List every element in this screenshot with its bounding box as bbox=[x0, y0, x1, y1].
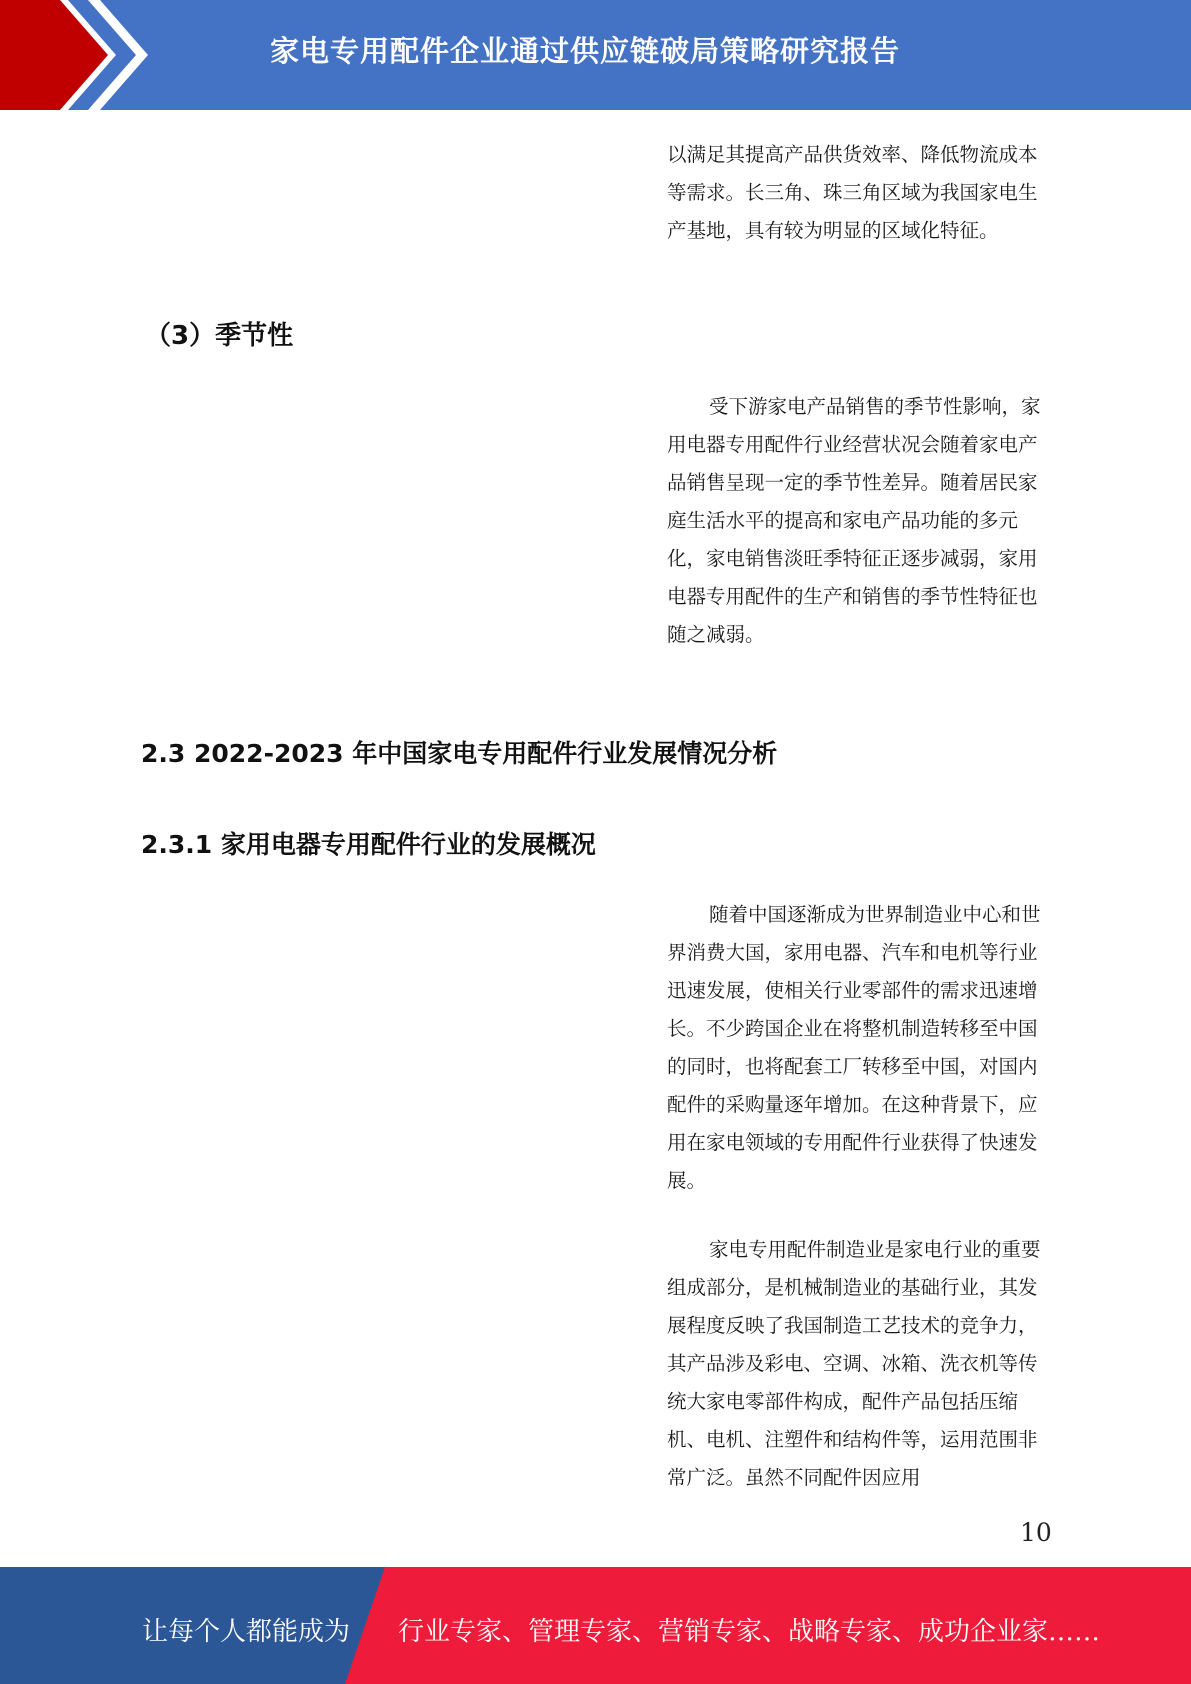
paragraph-development-1: 随着中国逐渐成为世界制造业中心和世界消费大国，家用电器、汽车和电机等行业迅速发展，使相关行业零部件的需求迅速增长。不少跨国企业在将整机制造转移至中国的同时，也将配套工厂转移至中国，对国内配件的采购量逐年增加。在这种背景下，应用在家电领域的专用配件行业获得了快速发展。 bbox=[667, 903, 1041, 1192]
subsection-heading-2-3-1: 2.3.1 家用电器专用配件行业的发展概况 bbox=[141, 830, 596, 859]
page-number: 10 bbox=[1020, 1518, 1052, 1547]
footer-slogan-right: 行业专家、管理专家、营销专家、战略专家、成功企业家…… bbox=[398, 1617, 1101, 1647]
page-footer bbox=[0, 1567, 1191, 1684]
paragraph-region-intro: 以满足其提高产品供货效率、降低物流成本等需求。长三角、珠三角区域为我国家电生产基地，具有较为明显的区域化特征。 bbox=[667, 143, 1038, 242]
footer-slogan-left: 让每个人都能成为 bbox=[142, 1617, 351, 1647]
report-title: 家电专用配件企业通过供应链破局策略研究报告 bbox=[270, 34, 901, 68]
section-heading-2-3: 2.3 2022-2023 年中国家电专用配件行业发展情况分析 bbox=[141, 739, 778, 768]
paragraph-seasonality: 受下游家电产品销售的季节性影响，家用电器专用配件行业经营状况会随着家电产品销售呈现一定的季节性差异。随着居民家庭生活水平的提高和家电产品功能的多元化，家电销售淡旺季特征正逐步减弱，家用电器专用配件的生产和销售的季节性特征也随之减弱。 bbox=[667, 395, 1041, 646]
header-arrow-decoration bbox=[0, 0, 160, 110]
paragraph-development-2: 家电专用配件制造业是家电行业的重要组成部分，是机械制造业的基础行业，其发展程度反映了我国制造工艺技术的竞争力，其产品涉及彩电、空调、冰箱、洗衣机等传统大家电零部件构成，配件产品包括压缩机、电机、注塑件和结构件等，运用范围非常广泛。虽然不同配件因应用 bbox=[667, 1238, 1041, 1489]
page-header bbox=[0, 0, 1191, 110]
heading-seasonality: （3）季节性 bbox=[145, 321, 294, 351]
